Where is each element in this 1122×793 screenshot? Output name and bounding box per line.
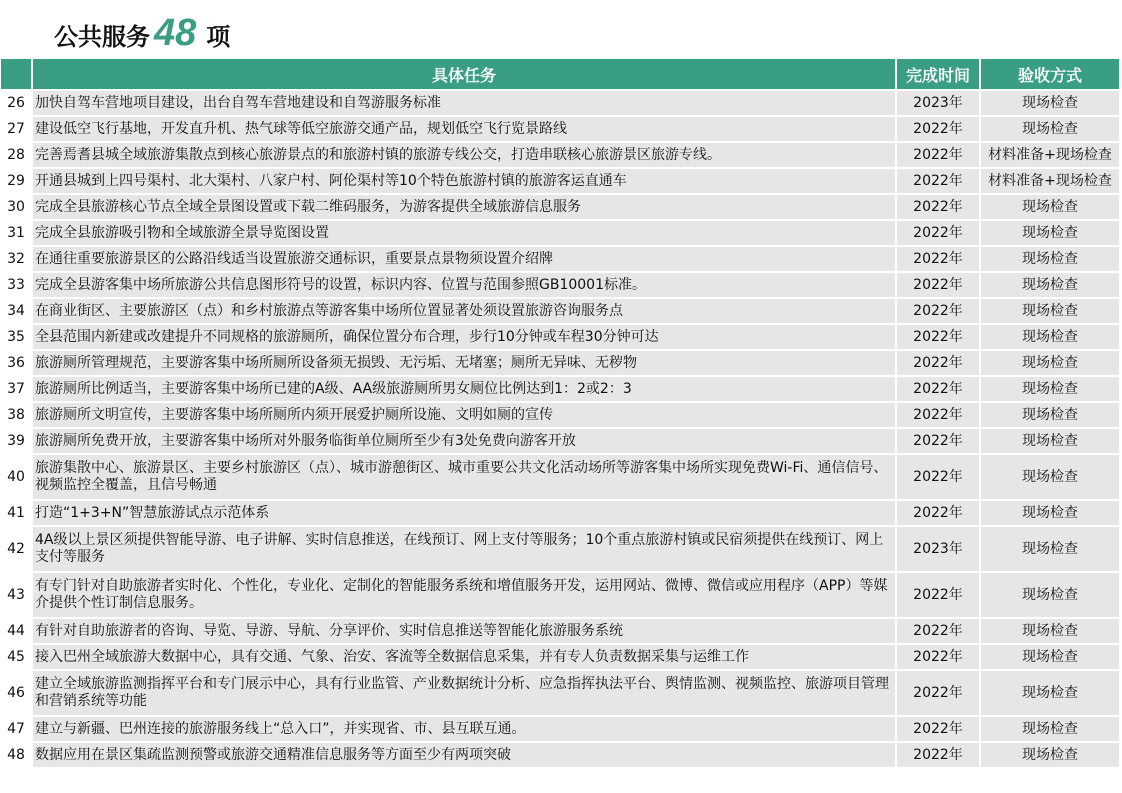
- row-method: 现场检查: [981, 91, 1121, 115]
- table-header-row: [1, 59, 1121, 89]
- row-method: 材料准备+现场检查: [981, 169, 1121, 193]
- row-year: 2022年: [897, 247, 981, 271]
- row-task: 在通往重要旅游景区的公路沿线适当设置旅游交通标识，重要景点景物须设置介绍牌: [33, 247, 897, 271]
- table-body: [1, 91, 1121, 767]
- title-prefix: 公共服务: [54, 23, 150, 51]
- row-method: 材料准备+现场检查: [981, 143, 1121, 167]
- table-row: [1, 169, 1121, 193]
- row-task: 有针对自助旅游者的咨询、导览、导游、导航、分享评价、实时信息推送等智能化旅游服务系统: [33, 619, 897, 643]
- row-method: 现场检查: [981, 527, 1121, 571]
- table-row: [1, 117, 1121, 141]
- row-number: 28: [1, 143, 33, 167]
- row-year: 2022年: [897, 573, 981, 617]
- row-method: 现场检查: [981, 325, 1121, 349]
- row-method: 现场检查: [981, 455, 1121, 499]
- row-year: 2022年: [897, 619, 981, 643]
- row-task: 开通县城到上四号渠村、北大渠村、八家户村、阿伦渠村等10个特色旅游村镇的旅游客运直通车: [33, 169, 897, 193]
- row-task: 完成全县游客集中场所旅游公共信息图形符号的设置，标识内容、位置与范围参照GB10001标准。: [33, 273, 897, 297]
- row-method: 现场检查: [981, 429, 1121, 453]
- row-task: 旅游厕所管理规范，主要游客集中场所厕所设备须无损毁、无污垢、无堵塞；厕所无异味、无秽物: [33, 351, 897, 375]
- row-task: 建立与新疆、巴州连接的旅游服务线上“总入口”，并实现省、市、县互联互通。: [33, 717, 897, 741]
- table-row: [1, 403, 1121, 427]
- row-year: 2022年: [897, 429, 981, 453]
- table-row: [1, 195, 1121, 219]
- header-num: [1, 59, 33, 89]
- row-task: 全县范围内新建或改建提升不同规格的旅游厕所，确保位置分布合理，步行10分钟或车程30分钟可达: [33, 325, 897, 349]
- row-task: 打造“1+3+N”智慧旅游试点示范体系: [33, 501, 897, 525]
- row-method: 现场检查: [981, 221, 1121, 245]
- row-number: 44: [1, 619, 33, 643]
- row-number: 33: [1, 273, 33, 297]
- row-method: 现场检查: [981, 247, 1121, 271]
- row-task: 建立全域旅游监测指挥平台和专门展示中心，具有行业监管、产业数据统计分析、应急指挥执法平台、舆情监测、视频监控、旅游项目管理和营销系统等功能: [33, 671, 897, 715]
- row-number: 46: [1, 671, 33, 715]
- row-method: 现场检查: [981, 645, 1121, 669]
- row-year: 2022年: [897, 671, 981, 715]
- table-row: [1, 573, 1121, 617]
- table-row: [1, 299, 1121, 323]
- row-task: 在商业街区、主要旅游区（点）和乡村旅游点等游客集中场所位置显著处须设置旅游咨询服务点: [33, 299, 897, 323]
- row-number: 32: [1, 247, 33, 271]
- table-row: [1, 717, 1121, 741]
- table-row: [1, 501, 1121, 525]
- row-year: 2022年: [897, 743, 981, 767]
- table-row: [1, 247, 1121, 271]
- row-year: 2022年: [897, 455, 981, 499]
- row-task: 有专门针对自助旅游者实时化、个性化，专业化、定制化的智能服务系统和增值服务开发，运用网站、微博、微信或应用程序（APP）等媒介提供个性订制信息服务。: [33, 573, 897, 617]
- row-number: 36: [1, 351, 33, 375]
- table-row: [1, 671, 1121, 715]
- row-year: 2022年: [897, 117, 981, 141]
- row-task: 旅游厕所文明宣传，主要游客集中场所厕所内须开展爱护厕所设施、文明如厕的宣传: [33, 403, 897, 427]
- row-year: 2022年: [897, 403, 981, 427]
- header-task: 具体任务: [33, 59, 897, 89]
- row-method: 现场检查: [981, 743, 1121, 767]
- row-number: 30: [1, 195, 33, 219]
- row-method: 现场检查: [981, 195, 1121, 219]
- row-task: 旅游集散中心、旅游景区、主要乡村旅游区（点）、城市游憩街区、城市重要公共文化活动场所等游客集中场所实现免费Wi-Fi、通信信号、视频监控全覆盖，且信号畅通: [33, 455, 897, 499]
- page-title: [54, 12, 230, 56]
- row-task: 旅游厕所免费开放，主要游客集中场所对外服务临街单位厕所至少有3处免费向游客开放: [33, 429, 897, 453]
- row-year: 2022年: [897, 377, 981, 401]
- header-method: 验收方式: [981, 59, 1121, 89]
- table-row: [1, 429, 1121, 453]
- row-task: 旅游厕所比例适当，主要游客集中场所已建的A级、AA级旅游厕所男女厕位比例达到1：2或2：3: [33, 377, 897, 401]
- row-year: 2022年: [897, 221, 981, 245]
- row-number: 42: [1, 527, 33, 571]
- row-number: 29: [1, 169, 33, 193]
- row-task: 加快自驾车营地项目建设，出台自驾车营地建设和自驾游服务标准: [33, 91, 897, 115]
- header-year: 完成时间: [897, 59, 981, 89]
- row-method: 现场检查: [981, 403, 1121, 427]
- row-method: 现场检查: [981, 501, 1121, 525]
- row-method: 现场检查: [981, 273, 1121, 297]
- row-number: 45: [1, 645, 33, 669]
- row-method: 现场检查: [981, 619, 1121, 643]
- row-year: 2022年: [897, 325, 981, 349]
- row-number: 35: [1, 325, 33, 349]
- row-year: 2022年: [897, 299, 981, 323]
- row-task: 数据应用在景区集疏监测预警或旅游交通精准信息服务等方面至少有两项突破: [33, 743, 897, 767]
- table-row: [1, 527, 1121, 571]
- row-year: 2022年: [897, 501, 981, 525]
- row-number: 27: [1, 117, 33, 141]
- table-row: [1, 143, 1121, 167]
- title-count: 48: [154, 12, 197, 54]
- row-task: 完成全县旅游吸引物和全域旅游全景导览图设置: [33, 221, 897, 245]
- row-number: 38: [1, 403, 33, 427]
- row-number: 31: [1, 221, 33, 245]
- row-method: 现场检查: [981, 351, 1121, 375]
- row-number: 26: [1, 91, 33, 115]
- row-number: 37: [1, 377, 33, 401]
- table-row: [1, 273, 1121, 297]
- row-task: 完成全县旅游核心节点全域全景图设置或下载二维码服务，为游客提供全域旅游信息服务: [33, 195, 897, 219]
- table-row: [1, 455, 1121, 499]
- row-method: 现场检查: [981, 299, 1121, 323]
- row-number: 41: [1, 501, 33, 525]
- row-number: 34: [1, 299, 33, 323]
- table-row: [1, 221, 1121, 245]
- row-method: 现场检查: [981, 377, 1121, 401]
- row-task: 接入巴州全域旅游大数据中心，具有交通、气象、治安、客流等全数据信息采集，并有专人负责数据采集与运维工作: [33, 645, 897, 669]
- row-number: 39: [1, 429, 33, 453]
- table-row: [1, 619, 1121, 643]
- row-number: 43: [1, 573, 33, 617]
- row-year: 2023年: [897, 527, 981, 571]
- row-method: 现场检查: [981, 573, 1121, 617]
- title-suffix: 项: [206, 23, 231, 51]
- table-row: [1, 325, 1121, 349]
- row-task: 4A级以上景区须提供智能导游、电子讲解、实时信息推送，在线预订、网上支付等服务；10个重点旅游村镇或民宿须提供在线预订、网上支付等服务: [33, 527, 897, 571]
- row-number: 48: [1, 743, 33, 767]
- table-row: [1, 645, 1121, 669]
- row-year: 2022年: [897, 195, 981, 219]
- row-method: 现场检查: [981, 117, 1121, 141]
- row-year: 2022年: [897, 351, 981, 375]
- row-year: 2022年: [897, 273, 981, 297]
- row-method: 现场检查: [981, 717, 1121, 741]
- row-year: 2022年: [897, 717, 981, 741]
- row-year: 2022年: [897, 143, 981, 167]
- table-row: [1, 377, 1121, 401]
- row-task: 完善焉耆县城全域旅游集散点到核心旅游景点的和旅游村镇的旅游专线公交，打造串联核心旅游景区旅游专线。: [33, 143, 897, 167]
- row-year: 2022年: [897, 645, 981, 669]
- table-row: [1, 351, 1121, 375]
- row-year: 2022年: [897, 169, 981, 193]
- table-row: [1, 743, 1121, 767]
- row-year: 2023年: [897, 91, 981, 115]
- row-method: 现场检查: [981, 671, 1121, 715]
- row-number: 47: [1, 717, 33, 741]
- task-table: [1, 57, 1121, 769]
- row-task: 建设低空飞行基地，开发直升机、热气球等低空旅游交通产品，规划低空飞行览景路线: [33, 117, 897, 141]
- table-row: [1, 91, 1121, 115]
- row-number: 40: [1, 455, 33, 499]
